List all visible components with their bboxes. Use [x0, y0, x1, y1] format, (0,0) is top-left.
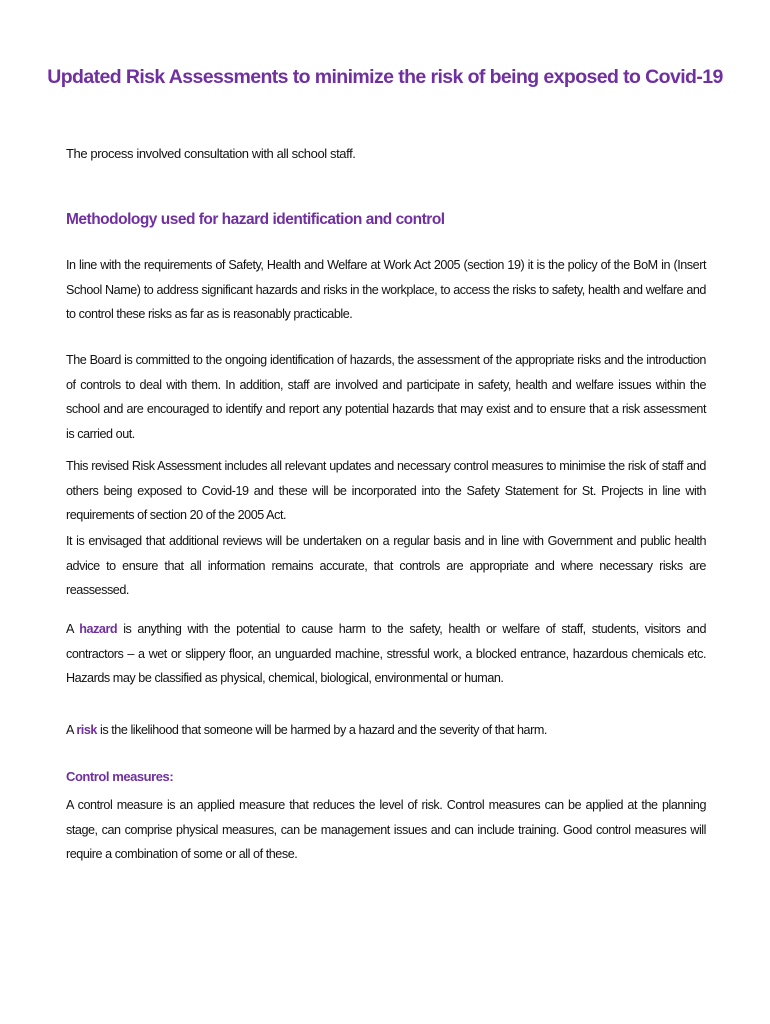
policy-paragraph: In line with the requirements of Safety, Health and Welfare at Work Act 2005 (section 19) it is the policy of the BoM in (Insert School Name) to address significant hazards and risks in the workplace, to access the risks to safety, health and welfare and to control these risks as far as is reasonably practicable. — [66, 258, 706, 321]
methodology-heading: Methodology used for hazard identification and control — [66, 211, 445, 228]
risk-definition: is the likelihood that someone will be harmed by a hazard and the severity of that harm. — [100, 723, 547, 737]
hazard-definition: is anything with the potential to cause harm to the safety, health or welfare of staff, students, visitors and contractors – a wet or slippery floor, an unguarded machine, stressful work, a blocked entrance, hazardous chemicals etc. Hazards may be classified as physical, chemical, biological, environmental or human. — [66, 622, 706, 685]
control-measures-paragraph: A control measure is an applied measure that reduces the level of risk. Control measures can be applied at the planning stage, can comprise physical measures, can be management issues and can include training. Good control measures will require a combination of some or all of these. — [66, 798, 706, 861]
hazard-definition-paragraph — [66, 617, 706, 691]
risk-definition-paragraph — [66, 718, 706, 743]
hazard-term: hazard — [79, 622, 118, 636]
hazard-prefix: A — [66, 622, 74, 636]
control-measures-heading: Control measures: — [66, 769, 174, 784]
document-title: Updated Risk Assessments to minimize the risk of being exposed to Covid-19 — [47, 66, 723, 88]
risk-term: risk — [76, 723, 97, 737]
risk-prefix: A — [66, 723, 74, 737]
board-commitment-paragraph: The Board is committed to the ongoing identification of hazards, the assessment of the appropriate risks and the introduction of controls to deal with them. In addition, staff are involved and participate in safety, health and welfare issues within the school and are encouraged to identify and report any potential hazards that may exist and to ensure that a risk assessment is carried out. — [66, 353, 706, 441]
intro-text: The process involved consultation with all school staff. — [66, 146, 356, 161]
revised-assessment-paragraph: This revised Risk Assessment includes all relevant updates and necessary control measures to minimise the risk of staff and others being exposed to Covid-19 and these will be incorporated into the Safety Statement for St. Projects in line with requirements of section 20 of the 2005 Act. — [66, 459, 706, 522]
reviews-paragraph: It is envisaged that additional reviews will be undertaken on a regular basis and in line with Government and public health advice to ensure that all information remains accurate, that controls are appropriate and where necessary risks are reassessed. — [66, 534, 706, 597]
